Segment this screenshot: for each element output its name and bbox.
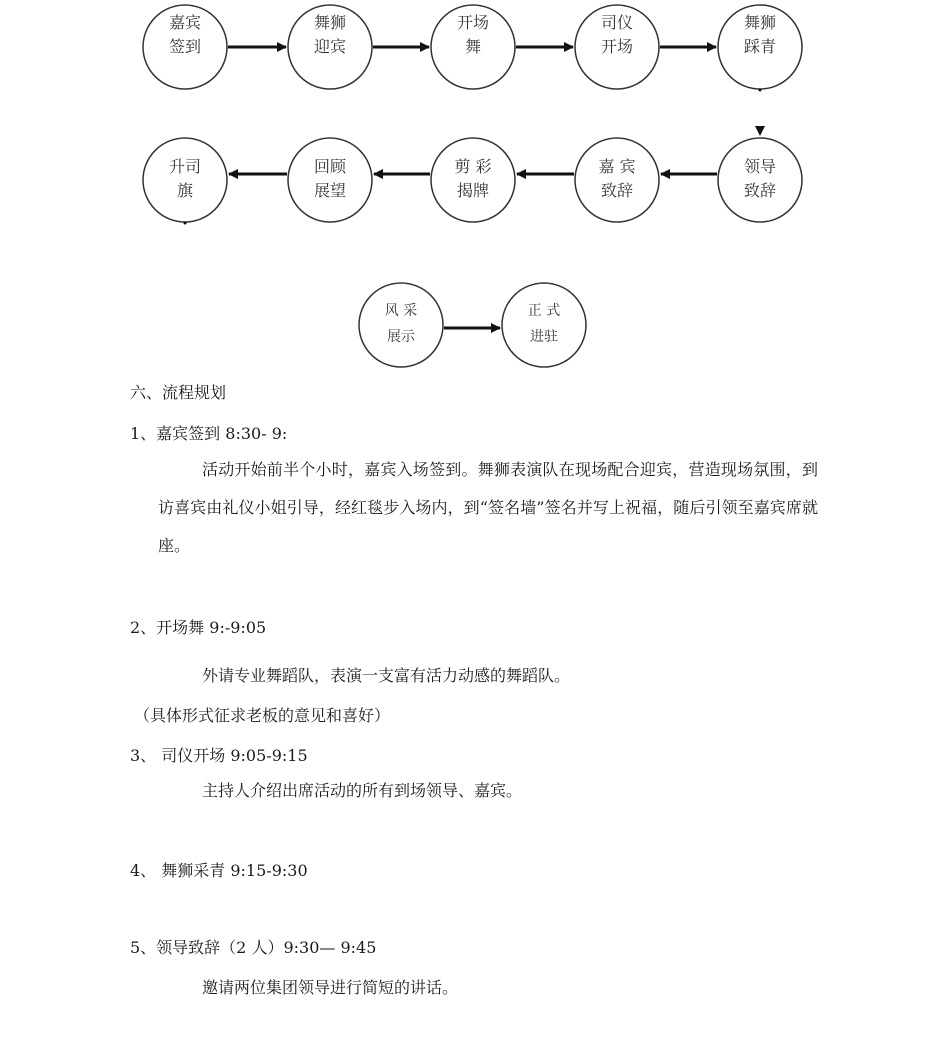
item1-body: 活动开始前半个小时，嘉宾入场签到。舞狮表演队在现场配合迎宾，营造现场氛围，到访喜宾由礼仪小姐引导，经红毯步入场内，到“签名墙”签名并写上祝福，随后引领至嘉宾席就座。 xyxy=(158,460,818,555)
node-label-line: 开场 xyxy=(600,37,633,56)
flow-node-ribbon-cutting xyxy=(428,155,518,203)
item2-body: 外请专业舞蹈队，表演一支富有活力动感的舞蹈队。 xyxy=(202,666,571,685)
flow-node-leader-speech xyxy=(715,155,805,203)
node-label-line: 踩青 xyxy=(743,37,776,56)
node-label-line: 致辞 xyxy=(743,181,776,200)
node-label-line: 展望 xyxy=(313,181,346,200)
flow-node-guest-speech xyxy=(572,155,662,203)
node-label-line: 司仪 xyxy=(600,13,633,32)
item5-body: 邀请两位集团领导进行简短的讲话。 xyxy=(202,978,459,997)
flow-node-review-outlook xyxy=(285,155,375,203)
node-label-line: 舞狮 xyxy=(313,13,346,32)
item2-note: （具体形式征求老板的意见和喜好） xyxy=(134,706,391,725)
flow-down-arrowhead xyxy=(755,126,765,136)
flow-node-showcase xyxy=(356,298,446,350)
flow-connector-dot xyxy=(184,222,187,225)
item3-title: 3、 司仪开场 9:05-9:15 xyxy=(130,746,308,765)
node-label-line: 开场 xyxy=(456,13,489,32)
flow-node-guest-signin xyxy=(140,11,230,59)
item5-title: 5、领导致辞（2 人）9:30— 9:45 xyxy=(130,938,377,957)
node-label-line: 迎宾 xyxy=(313,37,346,56)
node-label-line: 签到 xyxy=(168,37,201,56)
node-label-line: 风 采 xyxy=(384,303,418,319)
flowchart xyxy=(0,0,950,380)
item4-title: 4、 舞狮采青 9:15-9:30 xyxy=(130,861,308,880)
node-label-line: 嘉宾 xyxy=(168,13,201,32)
node-label-line: 嘉 宾 xyxy=(598,157,636,176)
item1-title: 1、嘉宾签到 8:30- 9: xyxy=(130,424,288,443)
flow-node-lion-dance-green xyxy=(715,11,805,59)
node-label-line: 回顾 xyxy=(313,157,346,176)
flow-node-opening-dance xyxy=(428,11,518,59)
node-label-line: 旗 xyxy=(176,181,193,200)
node-label-line: 进驻 xyxy=(530,329,558,345)
flow-node-flag-raising xyxy=(140,155,230,203)
section-title: 六、流程规划 xyxy=(130,383,227,402)
flow-node-lion-welcome xyxy=(285,11,375,59)
node-label-line: 揭牌 xyxy=(456,181,489,200)
node-label-line: 舞 xyxy=(464,37,481,56)
node-label-line: 升司 xyxy=(168,157,201,176)
item2-title: 2、开场舞 9:-9:05 xyxy=(130,618,267,637)
node-label-line: 正 式 xyxy=(527,303,561,319)
item3-body: 主持人介绍出席活动的所有到场领导、嘉宾。 xyxy=(202,781,523,800)
node-label-line: 展示 xyxy=(387,329,415,345)
node-label-line: 剪 彩 xyxy=(454,157,492,176)
flow-node-mc-opening xyxy=(572,11,662,59)
flow-node-official-entry xyxy=(499,298,589,350)
node-label-line: 领导 xyxy=(743,157,776,176)
node-label-line: 致辞 xyxy=(600,181,633,200)
flow-connector-dot xyxy=(759,89,762,92)
node-label-line: 舞狮 xyxy=(743,13,776,32)
